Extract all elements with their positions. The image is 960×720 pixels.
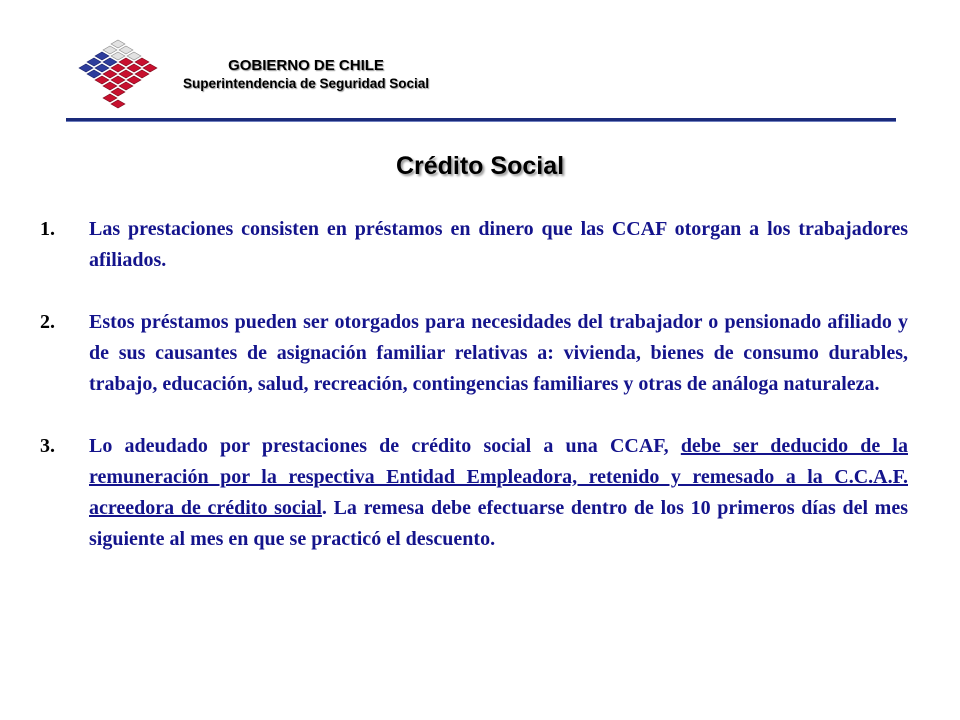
text-before: Lo adeudado por prestaciones de crédito social a una CCAF, [89,435,681,457]
org-subname: Superintendencia de Seguridad Social [182,76,430,91]
list-item-2 [40,307,908,400]
list-item-3 [40,431,908,555]
list-item-text [89,431,908,555]
list-item-number: 1. [40,218,55,240]
header-divider [66,118,896,122]
government-logo-icon [78,38,158,114]
text-after: . La remesa debe efectuarse dentro de los 10 primeros días del mes siguiente al mes en que se practicó el descuento. [89,497,908,550]
list-item-number: 2. [40,311,55,333]
list-item-text: Las prestaciones consisten en préstamos en dinero que las CCAF otorgan a los trabajadores afiliados. [89,218,908,271]
org-name: GOBIERNO DE CHILE [228,57,384,74]
page-title: Crédito Social [395,152,565,180]
list-item-1 [40,214,908,276]
underlined-text: debe ser deducido de la remuneración por la respectiva Entidad Empleadora, retenido y remesado a la C.C.A.F. acreedora de crédito social [89,435,908,519]
list-item-text: Estos préstamos pueden ser otorgados para necesidades del trabajador o pensionado afiliado y de sus causantes de asignación familiar relativas a: vivienda, bienes de consumo durables, trabajo, educación, salud, recreación, contingencias familiares y otras de análoga naturaleza. [89,311,908,395]
organization-header [160,57,452,92]
numbered-list [40,214,908,555]
list-item-number: 3. [40,435,55,457]
